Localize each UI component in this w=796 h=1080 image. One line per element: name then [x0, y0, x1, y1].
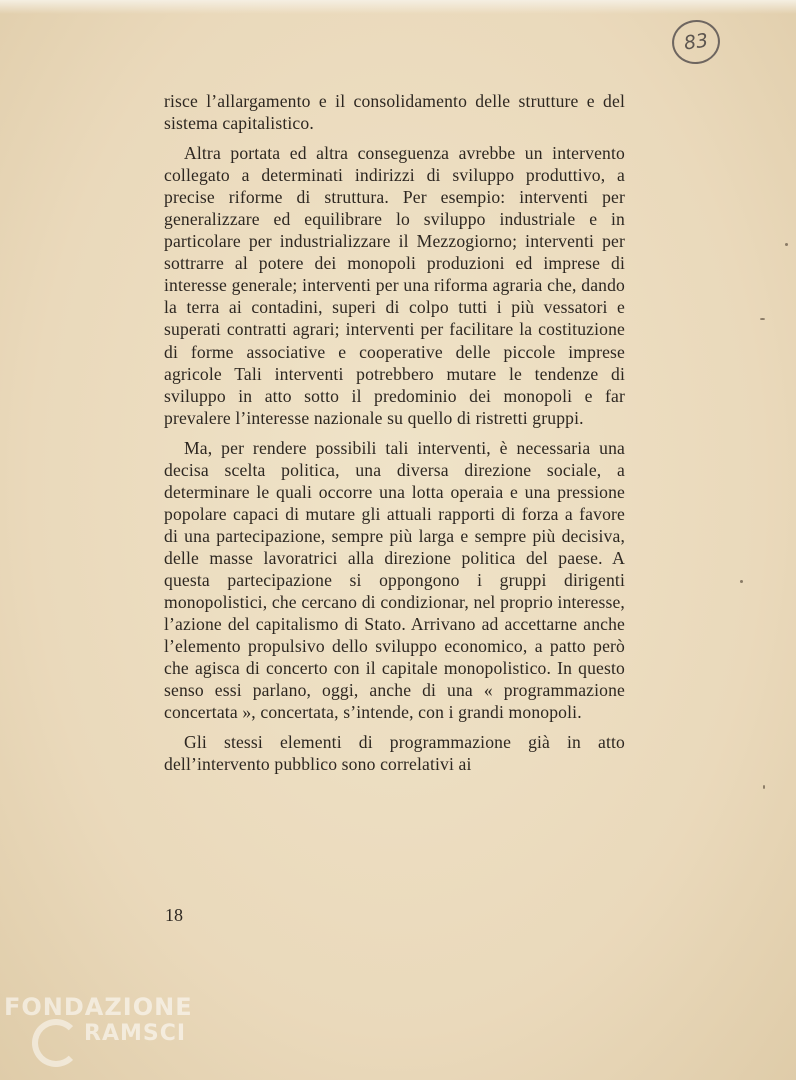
page-number: 18 — [165, 905, 183, 925]
fondazione-gramsci-watermark — [4, 993, 204, 1073]
paragraph-3: Ma, per rendere possibili tali interventi, è necessaria una decisa scelta politica, una diversa direzione sociale, a determinare le quali occorre una lotta operaia e una pressione popolare capaci di mutare gli attuali rapporti di forza a favore di una partecipazione, sempre più larga e sempre più decisiva, delle masse lavoratrici alla direzione politica del paese. A questa partecipazione si oppongono i gruppi dirigenti monopolistici, che cercano di condizionar, nel proprio interesse, l’azione del capitalismo di Stato. Arrivano ad accettarne anche l’elemento propulsivo dello sviluppo economico, a patto però che agisca di concerto con il capitale monopolistico. In questo senso essi parlano, oggi, anche di una « programmazione concertata », concertata, s’intende, con i grandi monopoli. — [164, 437, 625, 723]
body-text — [164, 90, 625, 783]
watermark-line-1: FONDAZIONE — [4, 993, 193, 1021]
paragraph-2: Altra portata ed altra conseguenza avrebbe un intervento collegato a determinati indirizzi di sviluppo produttivo, a precise riforme di struttura. Per esempio: interventi per generalizzare ed equilibrare lo sviluppo industriale e in particolare per industrializzare il Mezzogiorno; interventi per sottrarre al potere dei monopoli produzioni ed imprese di interesse generale; interventi per una riforma agraria che, dando la terra ai contadini, superi di colpo tutti i più vessatori e superati contratti agrari; interventi per facilitare la costituzione di forme associative e cooperative delle piccole imprese agricole Tali interventi potrebbero mutare le tendenze di sviluppo in atto sotto il predominio dei monopoli e far prevalere l’interesse nazionale su quello di ristretti gruppi. — [164, 143, 625, 428]
watermark-line-2: RAMSCI — [84, 1021, 187, 1046]
page-top-edge — [0, 0, 796, 14]
paragraph-1: risce l’allargamento e il consolidamento delle strutture e del sistema capitalistico. — [164, 91, 625, 134]
watermark-g-logo-icon — [32, 1019, 80, 1067]
paragraph-4: Gli stessi elementi di programmazione già in atto dell’intervento pubblico sono correlativi ai — [164, 732, 625, 775]
paper-speck — [760, 318, 765, 320]
paper-speck — [785, 243, 788, 246]
paper-speck — [763, 785, 765, 789]
paper-speck — [740, 580, 743, 583]
handwritten-page-annotation: 83 — [669, 17, 723, 67]
